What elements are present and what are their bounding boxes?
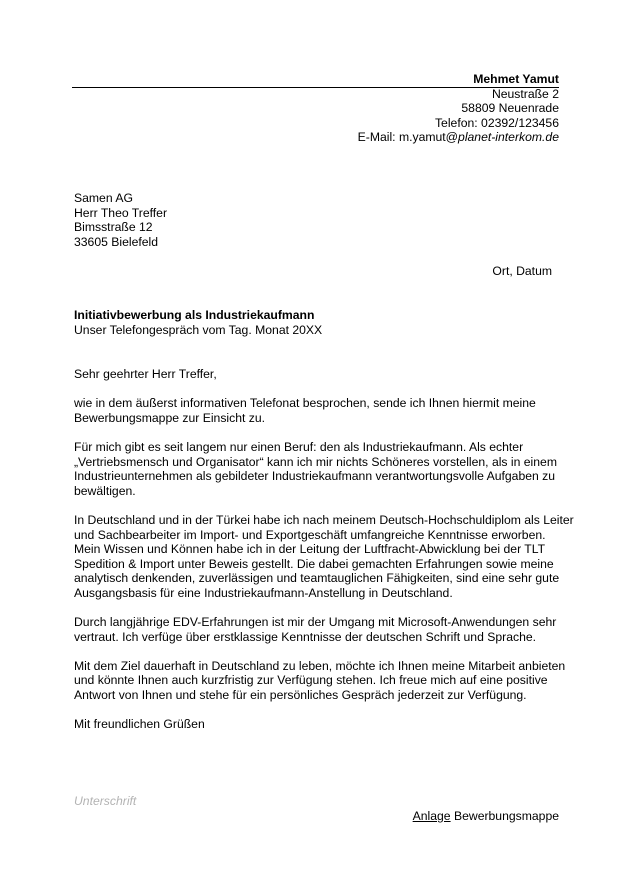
attachment-line: [413, 809, 559, 823]
body-paragraph: wie in dem äußerst informativen Telefonat besprochen, sende ich Ihnen hiermit meine Bewerbungsmappe zur Einsicht zu.: [74, 396, 536, 425]
sender-name: Mehmet Yamut: [473, 72, 559, 86]
recipient-street: Bimsstraße 12: [74, 220, 153, 235]
sender-email: [358, 130, 559, 145]
letter-body: [74, 367, 574, 746]
sender-street: Neustraße 2: [491, 86, 559, 101]
attachment-value: Bewerbungsmappe: [450, 809, 559, 823]
recipient-contact: Herr Theo Treffer: [74, 205, 168, 220]
sender-block: [358, 72, 559, 145]
date-line: Ort, Datum: [492, 264, 552, 278]
recipient-city: 33605 Bielefeld: [74, 234, 159, 249]
body-paragraph: Durch langjährige EDV-Erfahrungen ist mir der Umgang mit Microsoft-Anwendungen sehr vertraut. Ich verfüge über erstklassige Kenntnisse der deutschen Schrift und Sprache.: [74, 615, 557, 644]
body-paragraph: In Deutschland und in der Türkei habe ich nach meinem Deutsch-Hochschuldiplom als Leiter und Sachbearbeiter im Import- und Exportgeschäft umfangreiche Kenntnisse erworben. Mein Wissen und Können habe ich in der Leitung der Luftfracht-Abwicklung bei der TLT Spedition & Import unter Beweis gestellt. Die dabei gemachten Erfahrungen sowie meine analytisch denkenden, zuverlässigen und teamtauglichen Fähigkeiten, sind eine sehr gute Ausgangsbasis für eine Industriekaufmann-Anstellung in Deutschland.: [74, 512, 574, 600]
sender-city: 58809 Neuenrade: [461, 101, 559, 116]
sender-phone: Telefon: 02392/123456: [434, 115, 559, 130]
salutation: Sehr geehrter Herr Treffer,: [74, 367, 217, 381]
attachment-label: Anlage: [412, 809, 451, 823]
subject-title: Initiativbewerbung als Industriekaufmann: [74, 308, 315, 322]
sender-email-label: E-Mail: m.yamut@: [357, 130, 459, 145]
recipient-company: Samen AG: [74, 191, 133, 205]
header-divider: [72, 87, 559, 88]
sender-email-domain: planet-interkom.de: [458, 130, 559, 145]
subject-block: [74, 308, 322, 337]
signature-placeholder: Unterschrift: [74, 794, 137, 808]
closing: Mit freundlichen Grüßen: [74, 717, 205, 732]
recipient-block: [74, 191, 167, 249]
body-paragraph: Für mich gibt es seit langem nur einen Beruf: den als Industriekaufmann. Als echter „Vertriebsmensch und Organisator“ kann ich mir nichts Schöneres vorstellen, als in einem Industrieunternehmen als gebildeter Industriekaufmann verantwortungsvolle Aufgaben zu bewältigen.: [74, 439, 557, 498]
subject-reference: Unser Telefongespräch vom Tag. Monat 20XX: [74, 322, 323, 337]
body-paragraph: Mit dem Ziel dauerhaft in Deutschland zu leben, möchte ich Ihnen meine Mitarbeit anbieten und könnte Ihnen auch kurzfristig zur Verfügung stehen. Ich freue mich auf eine positive Antwort von Ihnen und stehe für ein persönliches Gespräch jederzeit zur Verfügung.: [74, 658, 566, 703]
